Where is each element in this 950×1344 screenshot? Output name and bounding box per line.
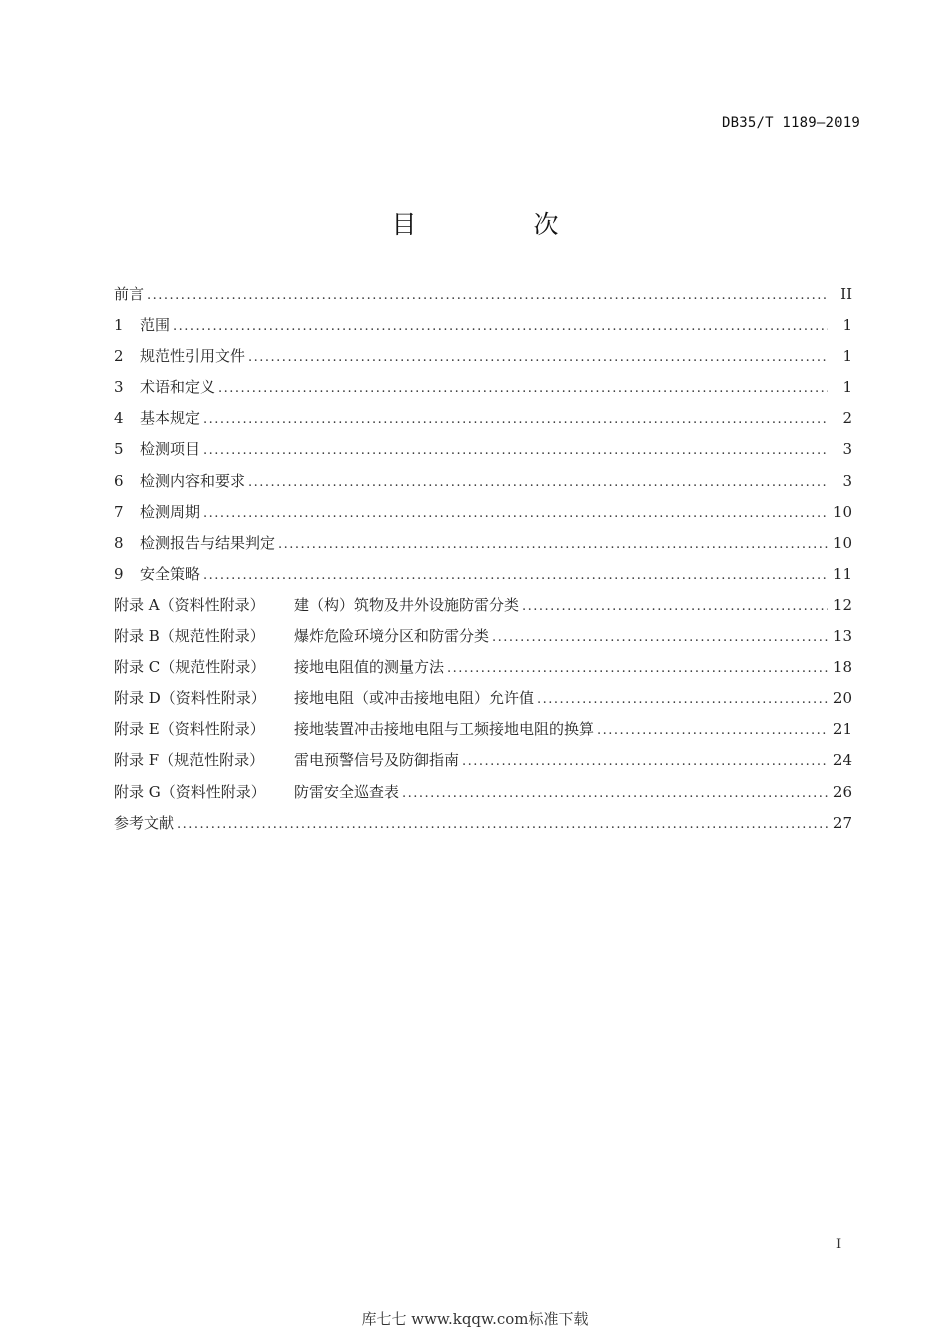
toc-entry[interactable] [114,532,852,563]
toc-entry[interactable] [114,345,852,376]
toc-entry-number: 4 [114,409,124,428]
toc-entry-page: 3 [842,471,852,490]
toc-entry[interactable] [114,656,852,687]
toc-entry-number: 3 [114,378,124,397]
toc-entry-appendix-label: 附录 G（资料性附录） [114,782,266,801]
toc-entry[interactable] [114,687,852,718]
toc-leader-dots [203,443,828,458]
toc-entry-number: 7 [114,502,124,521]
toc-entry[interactable] [114,407,852,438]
toc-leader-dots [203,412,828,427]
document-code: DB35/T 1189—2019 [721,115,860,131]
toc-entry-appendix-label: 附录 D（资料性附录） [114,689,266,708]
toc-leader-dots [597,723,828,738]
toc-leader-dots [537,692,828,707]
toc-entry-appendix-label: 附录 A（资料性附录） [114,595,265,614]
toc-entry-title: 范围 [140,316,171,335]
toc-entry[interactable] [114,438,852,469]
toc-entry-page: 11 [832,564,852,583]
toc-entry-page: 26 [832,782,852,801]
toc-entry[interactable] [114,563,852,594]
toc-entry[interactable] [114,376,852,407]
toc-entry-page: 13 [832,627,852,646]
toc-entry-title: 检测周期 [140,502,201,521]
toc-entry-number: 1 [114,316,124,335]
toc-entry-title: 接地电阻（或冲击接地电阻）允许值 [294,689,535,708]
toc-entry-page: 1 [842,347,852,366]
toc-entry-title: 爆炸危险环境分区和防雷分类 [294,627,490,646]
table-of-contents [114,283,852,843]
toc-leader-dots [248,475,828,490]
toc-entry-page: 18 [832,658,852,677]
toc-entry[interactable] [114,812,852,843]
toc-leader-dots [218,381,828,396]
toc-entry-title: 雷电预警信号及防御指南 [294,751,460,770]
page-number: I [836,1237,842,1252]
toc-entry-title: 防雷安全巡查表 [294,782,400,801]
toc-entry-title: 检测报告与结果判定 [140,533,276,552]
toc-entry-title: 检测项目 [140,440,201,459]
toc-leader-dots [447,661,828,676]
toc-entry-title: 术语和定义 [140,378,216,397]
toc-leader-dots [203,568,828,583]
toc-entry[interactable] [114,718,852,749]
toc-entry-appendix-label: 附录 C（规范性附录） [114,658,266,677]
toc-entry-appendix-label: 附录 E（资料性附录） [114,720,265,739]
toc-entry-title: 前言 [114,285,145,303]
toc-entry-page: 10 [832,502,852,521]
toc-leader-dots [248,350,828,365]
toc-entry[interactable] [114,283,852,314]
toc-entry-appendix-label: 附录 F（规范性附录） [114,751,265,770]
toc-entry-title: 基本规定 [140,409,201,428]
toc-entry-page: 1 [842,378,852,397]
toc-entry[interactable] [114,781,852,812]
toc-title: 目 次 [391,210,605,239]
toc-entry-page: 3 [842,440,852,459]
toc-entry-number: 6 [114,471,124,490]
toc-leader-dots [147,288,828,303]
toc-entry[interactable] [114,749,852,780]
toc-entry[interactable] [114,470,852,501]
toc-leader-dots [402,786,828,801]
toc-entry-page: 27 [832,813,852,832]
toc-leader-dots [278,537,828,552]
toc-entry-title: 安全策略 [140,564,201,583]
toc-leader-dots [177,817,828,832]
toc-entry-page: 20 [832,689,852,708]
toc-entry[interactable] [114,625,852,656]
toc-entry-page: 21 [832,720,852,739]
toc-leader-dots [462,754,828,769]
toc-entry-number: 5 [114,440,124,459]
toc-leader-dots [203,506,828,521]
toc-entry-page: 10 [832,533,852,552]
toc-leader-dots [522,599,828,614]
toc-entry-title: 建（构）筑物及井外设施防雷分类 [294,595,520,614]
toc-entry-page: 24 [832,751,852,770]
toc-leader-dots [492,630,828,645]
toc-entry-number: 9 [114,564,124,583]
toc-entry-title: 接地电阻值的测量方法 [294,658,445,677]
toc-entry-title: 接地装置冲击接地电阻与工频接地电阻的换算 [294,720,595,739]
toc-entry-page: 1 [842,316,852,335]
toc-entry-number: 2 [114,347,124,366]
toc-entry[interactable] [114,314,852,345]
toc-entry-appendix-label: 附录 B（规范性附录） [114,627,265,646]
toc-entry-page: 12 [832,595,852,614]
toc-entry-title: 检测内容和要求 [140,471,246,490]
toc-entry[interactable] [114,501,852,532]
toc-entry-page: II [840,285,852,303]
toc-entry-number: 8 [114,533,124,552]
toc-entry[interactable] [114,594,852,625]
toc-entry-title: 规范性引用文件 [140,347,246,366]
toc-entry-title: 参考文献 [114,813,175,832]
toc-leader-dots [173,319,828,334]
watermark-text: 库七七 www.kqqw.com标准下载 [361,1310,589,1328]
toc-entry-page: 2 [842,409,852,428]
